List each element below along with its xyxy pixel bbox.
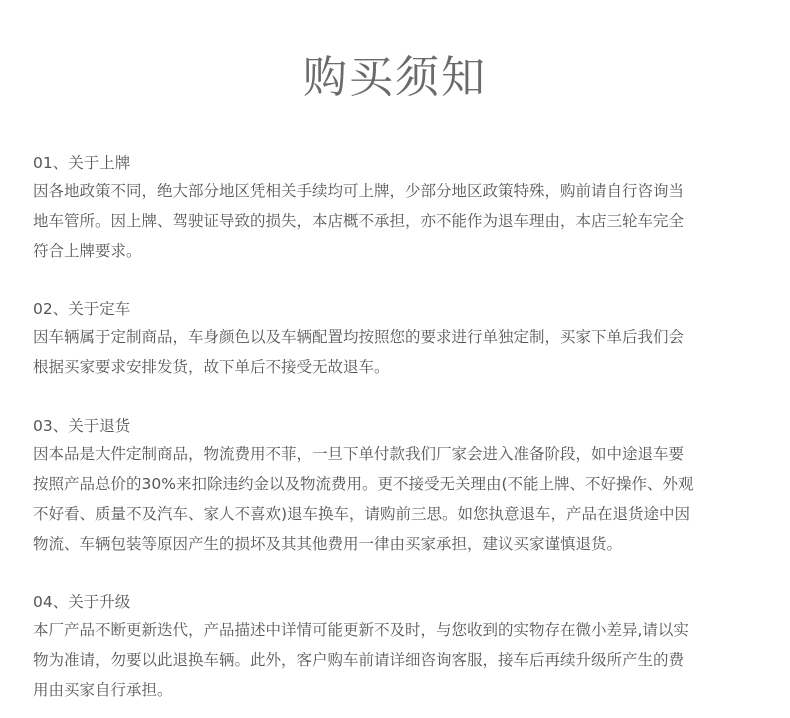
body-line: 本厂产品不断更新迭代，产品描述中详情可能更新不及时，与您收到的实物存在微小差异,请以实 bbox=[33, 621, 689, 639]
body-line: 不好看、质量不及汽车、家人不喜欢)退车换车，请购前三思。如您执意退车，产品在退货途中因 bbox=[33, 505, 691, 523]
section-returns bbox=[33, 413, 763, 559]
body-line: 因本品是大件定制商品，物流费用不菲，一旦下单付款我们厂家会进入准备阶段，如中途退车要 bbox=[33, 445, 685, 463]
section-license-plate bbox=[33, 150, 763, 266]
body-line: 按照产品总价的30%来扣除违约金以及物流费用。更不接受无关理由(不能上牌、不好操作、外观 bbox=[33, 475, 694, 493]
section-body bbox=[33, 176, 763, 266]
section-body bbox=[33, 439, 763, 559]
section-body bbox=[33, 322, 763, 382]
section-custom-order bbox=[33, 296, 763, 382]
body-line: 根据买家要求安排发货，故下单后不接受无故退车。 bbox=[33, 358, 390, 376]
section-heading: 04、关于升级 bbox=[33, 593, 131, 611]
body-line: 物为准请，勿要以此退换车辆。此外，客户购车前请详细咨询客服，接车后再续升级所产生的费 bbox=[33, 651, 685, 669]
section-heading: 01、关于上牌 bbox=[33, 154, 131, 172]
body-line: 物流、车辆包装等原因产生的损坏及其其他费用一律由买家承担，建议买家谨慎退货。 bbox=[33, 535, 623, 553]
section-heading: 03、关于退货 bbox=[33, 417, 131, 435]
body-line: 地车管所。因上牌、驾驶证导致的损失，本店概不承担，亦不能作为退车理由，本店三轮车完全 bbox=[33, 212, 685, 230]
body-line: 因各地政策不同，绝大部分地区凭相关手续均可上牌，少部分地区政策特殊，购前请自行咨询当 bbox=[33, 182, 685, 200]
page-title: 购买须知 bbox=[303, 52, 487, 103]
section-body bbox=[33, 615, 763, 705]
section-heading: 02、关于定车 bbox=[33, 300, 131, 318]
section-upgrades bbox=[33, 589, 763, 705]
body-line: 用由买家自行承担。 bbox=[33, 681, 173, 699]
body-line: 因车辆属于定制商品，车身颜色以及车辆配置均按照您的要求进行单独定制，买家下单后我们会 bbox=[33, 328, 685, 346]
body-line: 符合上牌要求。 bbox=[33, 242, 142, 260]
